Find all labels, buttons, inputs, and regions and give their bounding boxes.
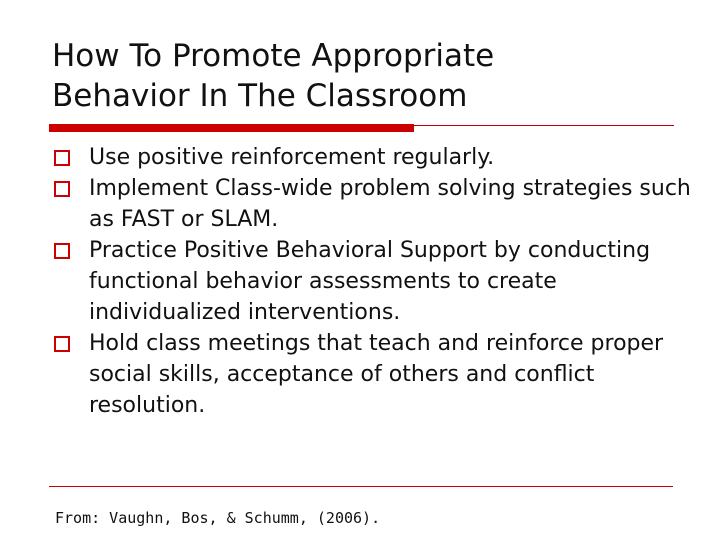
slide-title [52, 36, 692, 116]
hollow-square-icon [54, 181, 70, 197]
hollow-square-icon [54, 336, 70, 352]
list-item [54, 173, 694, 235]
bullet-text: Implement Class-wide problem solving strategies such as FAST or SLAM. [89, 176, 691, 232]
hollow-square-icon [54, 243, 70, 259]
bullet-list [54, 142, 694, 421]
list-item [54, 142, 694, 173]
bullet-text: Hold class meetings that teach and reinforce proper social skills, acceptance of others and conflict resolution. [89, 331, 664, 418]
slide-title-line-1: How To Promote Appropriate [52, 38, 495, 74]
list-item [54, 328, 694, 421]
title-underline-thin [414, 125, 674, 126]
title-underline-thick [49, 124, 414, 132]
bullet-text: Practice Positive Behavioral Support by conducting functional behavior assessments to create individualized interventions. [89, 238, 651, 325]
footer-divider [49, 486, 673, 487]
source-citation: From: Vaughn, Bos, & Schumm, (2006). [55, 509, 381, 527]
slide-title-line-2: Behavior In The Classroom [52, 78, 468, 114]
list-item [54, 235, 694, 328]
bullet-text: Use positive reinforcement regularly. [89, 145, 495, 170]
hollow-square-icon [54, 150, 70, 166]
